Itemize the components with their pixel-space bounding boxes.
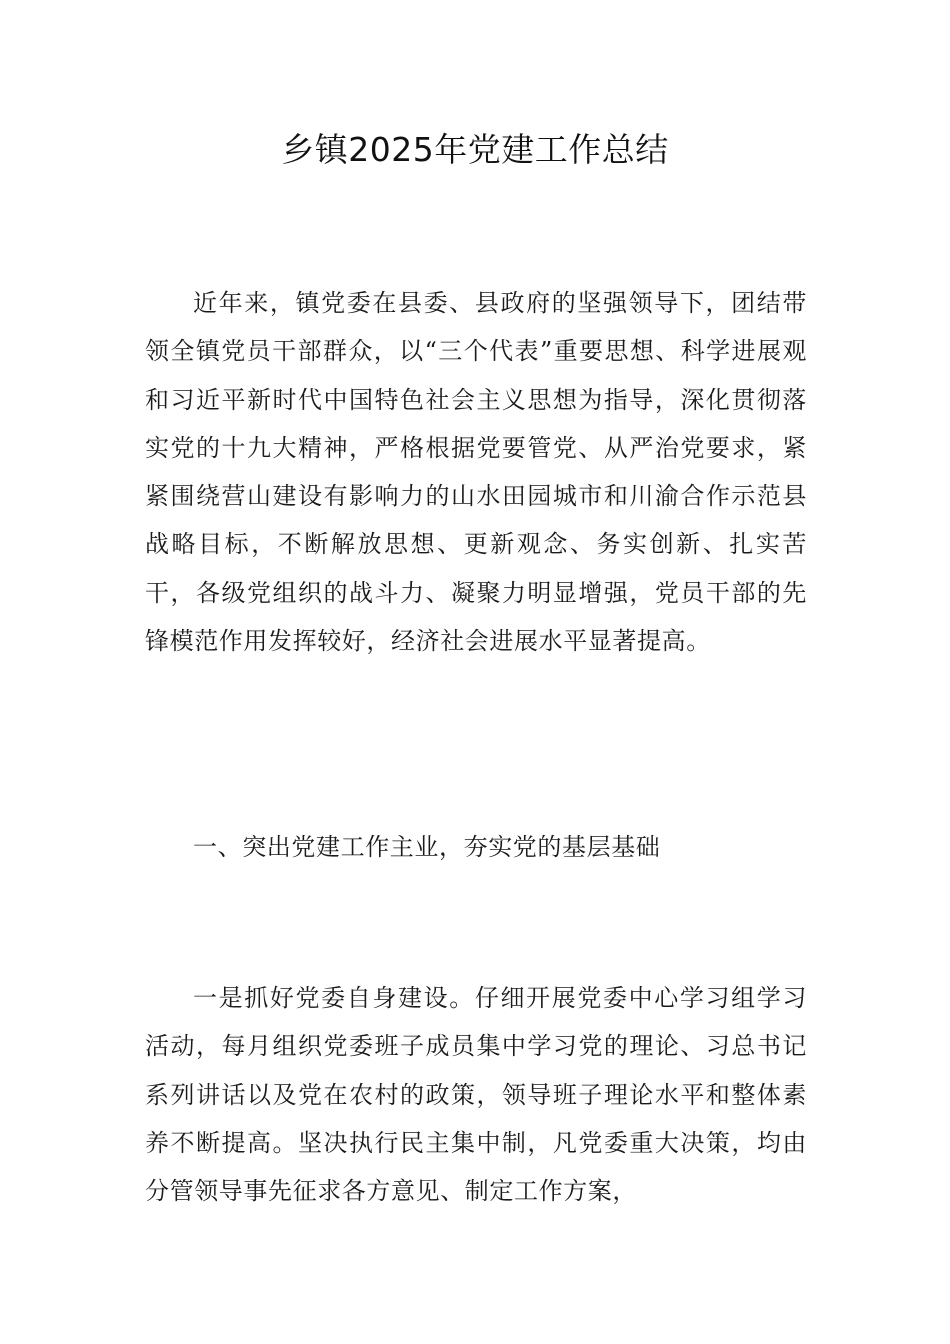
intro-paragraph: 近年来，镇党委在县委、县政府的坚强领导下，团结带领全镇党员干部群众，以“三个代表”重要思想、科学进展观和习近平新时代中国特色社会主义思想为指导，深化贯彻落实党的十九大精神，严格根据党要管党、从严治党要求，紧紧围绕营山建设有影响力的山水田园城市和川渝合作示范县战略目标，不断解放思想、更新观念、务实创新、扎实苦干，各级党组织的战斗力、凝聚力明显增强，党员干部的先锋模范作用发挥较好，经济社会进展水平显著提高。 xyxy=(145,289,807,656)
body-paragraph: 一是抓好党委自身建设。仔细开展党委中心学习组学习活动，每月组织党委班子成员集中学习党的理论、习总书记系列讲话以及党在农村的政策，领导班子理论水平和整体素养不断提高。坚决执行民主集中制，凡党委重大决策，均由分管领导事先征求各方意见、制定工作方案， xyxy=(145,984,807,1206)
document-title: 乡镇2025年党建工作总结 xyxy=(281,130,669,169)
section-heading: 一、突出党建工作主业，夯实党的基层基础 xyxy=(193,833,661,861)
